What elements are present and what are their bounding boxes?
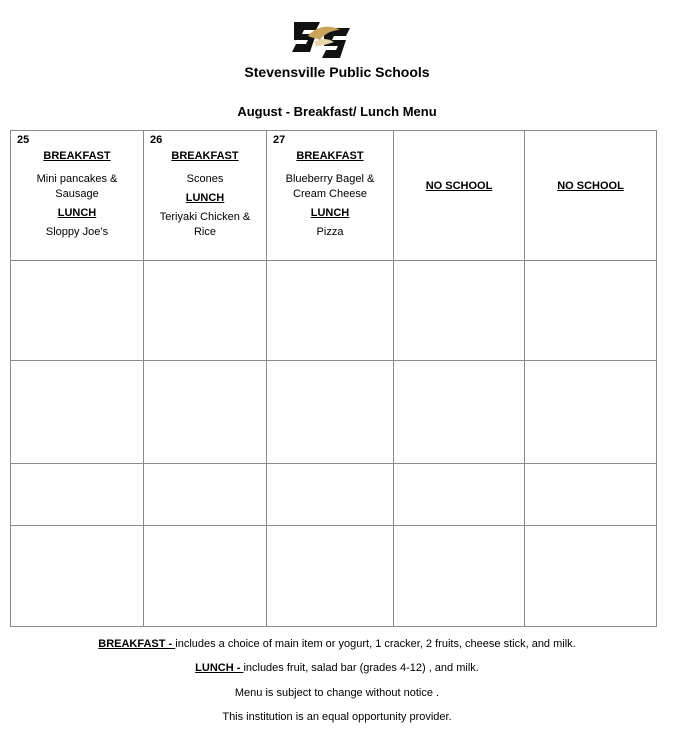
day-cell-25 [11, 131, 144, 261]
breakfast-label: BREAKFAST [43, 150, 111, 162]
week-row-3 [11, 361, 657, 464]
lunch-label: LUNCH [310, 207, 350, 219]
menu-calendar [10, 130, 657, 627]
day-cell [394, 464, 525, 526]
day-number: 26 [150, 134, 163, 146]
lunch-label: LUNCH [185, 192, 225, 204]
no-school-label: NO SCHOOL [425, 180, 493, 192]
day-cell-27 [267, 131, 394, 261]
day-cell [11, 526, 144, 627]
day-cell [11, 464, 144, 526]
day-cell-no-school-1 [394, 131, 525, 261]
day-cell [267, 261, 394, 361]
day-cell [267, 526, 394, 627]
week-row-1 [11, 131, 657, 261]
day-cell [394, 261, 525, 361]
day-cell [144, 526, 267, 627]
breakfast-item: Mini pancakes & Sausage [36, 173, 118, 200]
day-number: 25 [17, 134, 30, 146]
footer-breakfast-note [0, 638, 674, 650]
footer-change-notice: Menu is subject to change without notice . [234, 687, 440, 699]
day-number: 27 [273, 134, 286, 146]
day-cell [394, 361, 525, 464]
lunch-label: LUNCH [57, 207, 97, 219]
day-cell-no-school-2 [525, 131, 657, 261]
week-row-4 [11, 464, 657, 526]
day-cell [11, 361, 144, 464]
day-cell-26 [144, 131, 267, 261]
footer-lunch-note [0, 662, 674, 674]
breakfast-item: Scones [186, 173, 224, 185]
day-cell [144, 464, 267, 526]
day-cell [144, 361, 267, 464]
footer-lunch-label: LUNCH - [195, 662, 244, 674]
day-cell [525, 261, 657, 361]
school-name: Stevensville Public Schools [244, 64, 430, 80]
breakfast-label: BREAKFAST [171, 150, 239, 162]
day-cell [11, 261, 144, 361]
breakfast-label: BREAKFAST [296, 150, 364, 162]
footer-lunch-text: includes fruit, salad bar (grades 4-12) , and milk. [243, 662, 479, 674]
day-cell [525, 464, 657, 526]
lunch-item: Sloppy Joe’s [45, 226, 109, 238]
footer-breakfast-text: includes a choice of main item or yogurt, 1 cracker, 2 fruits, cheese stick, and milk. [175, 638, 576, 650]
day-cell [525, 361, 657, 464]
footer-equal-opportunity: This institution is an equal opportunity provider. [222, 711, 452, 723]
breakfast-item: Blueberry Bagel & Cream Cheese [285, 173, 375, 200]
footer-breakfast-label: BREAKFAST - [98, 638, 176, 650]
menu-title: August - Breakfast/ Lunch Menu [237, 104, 437, 119]
day-cell [394, 526, 525, 627]
day-cell [525, 526, 657, 627]
day-cell [267, 464, 394, 526]
lunch-item: Pizza [316, 226, 344, 238]
day-cell [144, 261, 267, 361]
lunch-item: Teriyaki Chicken & Rice [159, 211, 251, 238]
school-logo [290, 16, 352, 66]
week-row-2 [11, 261, 657, 361]
day-cell [267, 361, 394, 464]
no-school-label: NO SCHOOL [557, 180, 624, 192]
week-row-5 [11, 526, 657, 627]
